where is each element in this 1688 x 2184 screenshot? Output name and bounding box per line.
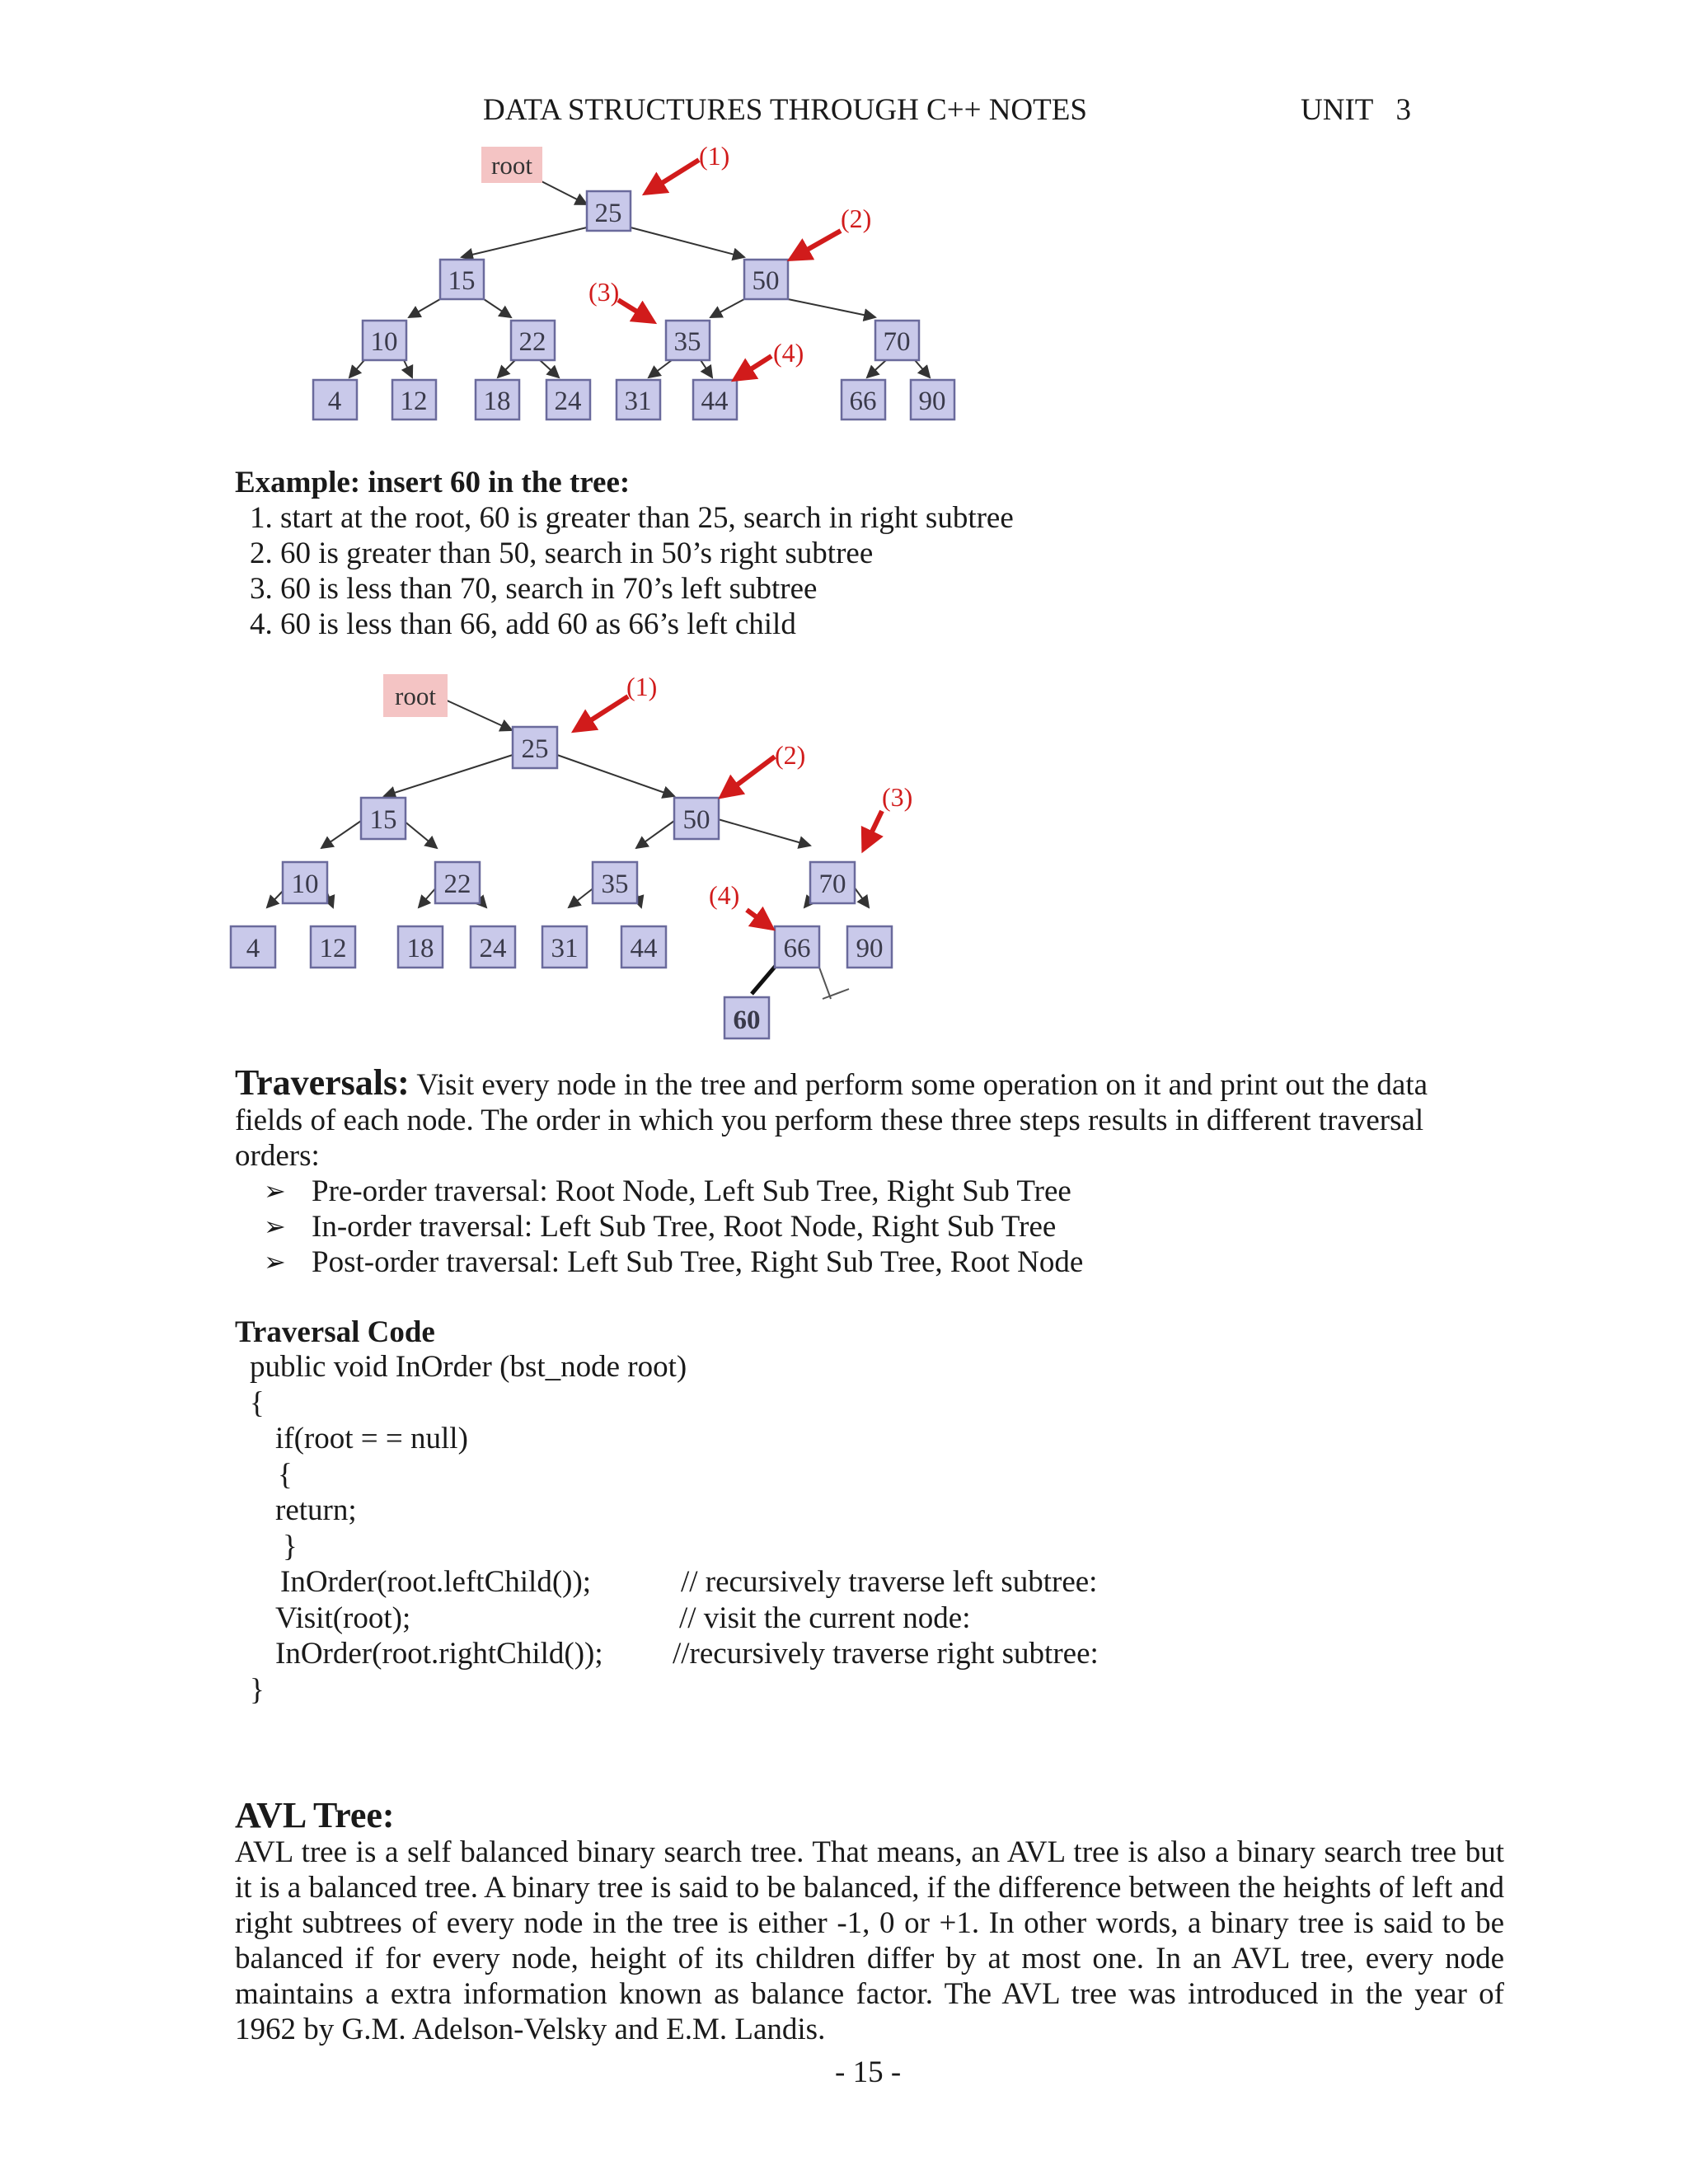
svg-text:12: 12 bbox=[400, 387, 428, 416]
code-line: { bbox=[250, 1386, 265, 1420]
svg-text:44: 44 bbox=[701, 387, 729, 416]
step-label: (4) bbox=[709, 880, 740, 910]
step-label: (2) bbox=[841, 204, 872, 233]
code-line: InOrder(root.rightChild()); bbox=[275, 1637, 603, 1671]
arrow-bullet-icon: ➢ bbox=[264, 1246, 286, 1277]
svg-text:4: 4 bbox=[327, 387, 342, 416]
tree-node bbox=[435, 862, 480, 903]
svg-text:90: 90 bbox=[918, 387, 946, 416]
tree-node bbox=[617, 380, 660, 419]
search-step-arrows bbox=[618, 160, 841, 379]
tree-node bbox=[593, 862, 637, 903]
step-label: (2) bbox=[775, 740, 806, 770]
svg-text:15: 15 bbox=[369, 805, 397, 835]
svg-text:22: 22 bbox=[518, 327, 546, 357]
tree-node bbox=[471, 926, 515, 968]
svg-text:70: 70 bbox=[883, 327, 911, 357]
code-line: if(root = = null) bbox=[275, 1422, 468, 1455]
list-item: ➢ Post-order traversal: Left Sub Tree, Right Sub Tree, Root Node bbox=[264, 1245, 1084, 1279]
svg-text:31: 31 bbox=[551, 934, 579, 963]
svg-text:24: 24 bbox=[554, 387, 582, 416]
step-label: (3) bbox=[588, 277, 620, 307]
code-comment: //recursively traverse right subtree: bbox=[673, 1637, 1099, 1671]
list-item: 3. 60 is less than 70, search in 70’s left subtree bbox=[250, 572, 818, 606]
svg-text:22: 22 bbox=[443, 869, 471, 899]
root-label bbox=[481, 147, 542, 183]
svg-text:35: 35 bbox=[601, 869, 629, 899]
root-label-text: root bbox=[491, 151, 532, 180]
example-steps bbox=[250, 500, 1014, 642]
svg-text:4: 4 bbox=[246, 934, 260, 963]
tree-node bbox=[283, 862, 327, 903]
tree-node bbox=[363, 321, 406, 360]
code-line: public void InOrder (bst_node root) bbox=[250, 1350, 687, 1384]
tree-node-inserted bbox=[724, 997, 769, 1038]
svg-text:60: 60 bbox=[733, 1005, 761, 1035]
svg-text:10: 10 bbox=[291, 869, 319, 899]
avl-body: AVL tree is a self balanced binary search tree. That means, an AVL tree is also a binary search tree but it is a balanced tree. A binary tree is said to be balanced, if the difference between the heights of left and right subtrees of every node in the tree is either -1, 0 or +1. In other words, a binary tree is said to be balanced if for every node, height of its children differ by at most one. In an AVL tree, every node maintains a extra information known as balance factor. The AVL tree was introduced in the year of 1962 by G.M. Adelson-Velsky and E.M. Landis. bbox=[235, 1835, 1504, 2046]
bst-diagram-insert bbox=[0, 659, 1688, 1047]
list-item: 1. start at the root, 60 is greater than 25, search in right subtree bbox=[250, 501, 1014, 535]
code-line: Visit(root); bbox=[275, 1601, 411, 1635]
list-item: 4. 60 is less than 66, add 60 as 66’s left child bbox=[250, 607, 796, 641]
code-line: InOrder(root.leftChild()); bbox=[280, 1565, 592, 1599]
tree-node bbox=[511, 321, 555, 360]
code-comment: // recursively traverse left subtree: bbox=[681, 1565, 1098, 1599]
tree-node bbox=[744, 260, 788, 299]
step-label: (4) bbox=[773, 338, 804, 368]
list-item: ➢ Pre-order traversal: Root Node, Left Sub Tree, Right Sub Tree bbox=[264, 1174, 1071, 1208]
example-heading: Example: insert 60 in the tree: bbox=[235, 466, 631, 499]
svg-text:24: 24 bbox=[479, 934, 507, 963]
code-heading: Traversal Code bbox=[235, 1315, 435, 1349]
page-number: - 15 - bbox=[835, 2055, 902, 2089]
tree-node bbox=[847, 926, 892, 968]
tree-node bbox=[674, 798, 719, 839]
tree-node bbox=[621, 926, 666, 968]
avl-heading: AVL Tree: bbox=[235, 1795, 395, 1835]
code-line: return; bbox=[275, 1493, 357, 1527]
root-label-text: root bbox=[395, 682, 436, 710]
header-title: DATA STRUCTURES THROUGH C++ NOTES bbox=[483, 93, 1087, 127]
code-line: { bbox=[278, 1458, 293, 1492]
step-label: (1) bbox=[626, 672, 658, 701]
list-item: ➢ In-order traversal: Left Sub Tree, Root Node, Right Sub Tree bbox=[264, 1210, 1057, 1244]
traversals-intro: Visit every node in the tree and perform some operation on it and print out the data fields of each node. The order in which you perform these three steps results in different traversal orders: bbox=[235, 1068, 1428, 1173]
tree-node bbox=[775, 926, 819, 968]
svg-text:66: 66 bbox=[783, 934, 811, 963]
tree-node bbox=[231, 926, 275, 968]
step-label: (3) bbox=[882, 782, 913, 812]
tree-node bbox=[875, 321, 919, 360]
tree-node bbox=[911, 380, 954, 419]
bst-diagram-search bbox=[0, 0, 1688, 445]
svg-text:50: 50 bbox=[682, 805, 710, 835]
code-line: } bbox=[250, 1673, 265, 1707]
tree-node bbox=[392, 380, 436, 419]
tree-node bbox=[513, 727, 557, 768]
svg-text:35: 35 bbox=[673, 327, 701, 357]
tree-node bbox=[440, 260, 484, 299]
svg-text:66: 66 bbox=[849, 387, 877, 416]
tree-node bbox=[666, 321, 710, 360]
traversal-list bbox=[264, 1174, 1083, 1280]
svg-text:90: 90 bbox=[856, 934, 884, 963]
tree-node bbox=[842, 380, 885, 419]
svg-text:18: 18 bbox=[406, 934, 434, 963]
svg-text:50: 50 bbox=[752, 266, 780, 296]
svg-text:10: 10 bbox=[370, 327, 398, 357]
svg-text:31: 31 bbox=[624, 387, 652, 416]
svg-text:25: 25 bbox=[521, 734, 549, 764]
code-comment: // visit the current node: bbox=[679, 1601, 971, 1635]
svg-text:44: 44 bbox=[630, 934, 658, 963]
header-unit: UNIT 3 bbox=[1301, 93, 1411, 127]
tree-node bbox=[542, 926, 587, 968]
arrow-bullet-icon: ➢ bbox=[264, 1175, 286, 1207]
tree-node bbox=[693, 380, 737, 419]
svg-text:25: 25 bbox=[594, 199, 622, 228]
svg-text:15: 15 bbox=[448, 266, 476, 296]
root-label bbox=[383, 674, 448, 717]
tree-node bbox=[398, 926, 443, 968]
svg-text:18: 18 bbox=[483, 387, 511, 416]
tree-node bbox=[810, 862, 855, 903]
step-label: (1) bbox=[699, 141, 730, 171]
tree-node bbox=[311, 926, 355, 968]
tree-node bbox=[587, 191, 631, 231]
code-line: } bbox=[283, 1530, 298, 1563]
arrow-bullet-icon: ➢ bbox=[264, 1211, 286, 1242]
traversals-paragraph bbox=[235, 1062, 1471, 1174]
svg-text:12: 12 bbox=[319, 934, 347, 963]
tree-node bbox=[361, 798, 406, 839]
svg-text:70: 70 bbox=[818, 869, 846, 899]
tree-node bbox=[476, 380, 519, 419]
list-item: 2. 60 is greater than 50, search in 50’s right subtree bbox=[250, 537, 874, 570]
tree-node bbox=[546, 380, 590, 419]
traversals-heading: Traversals: bbox=[235, 1062, 410, 1103]
tree-node bbox=[313, 380, 357, 419]
